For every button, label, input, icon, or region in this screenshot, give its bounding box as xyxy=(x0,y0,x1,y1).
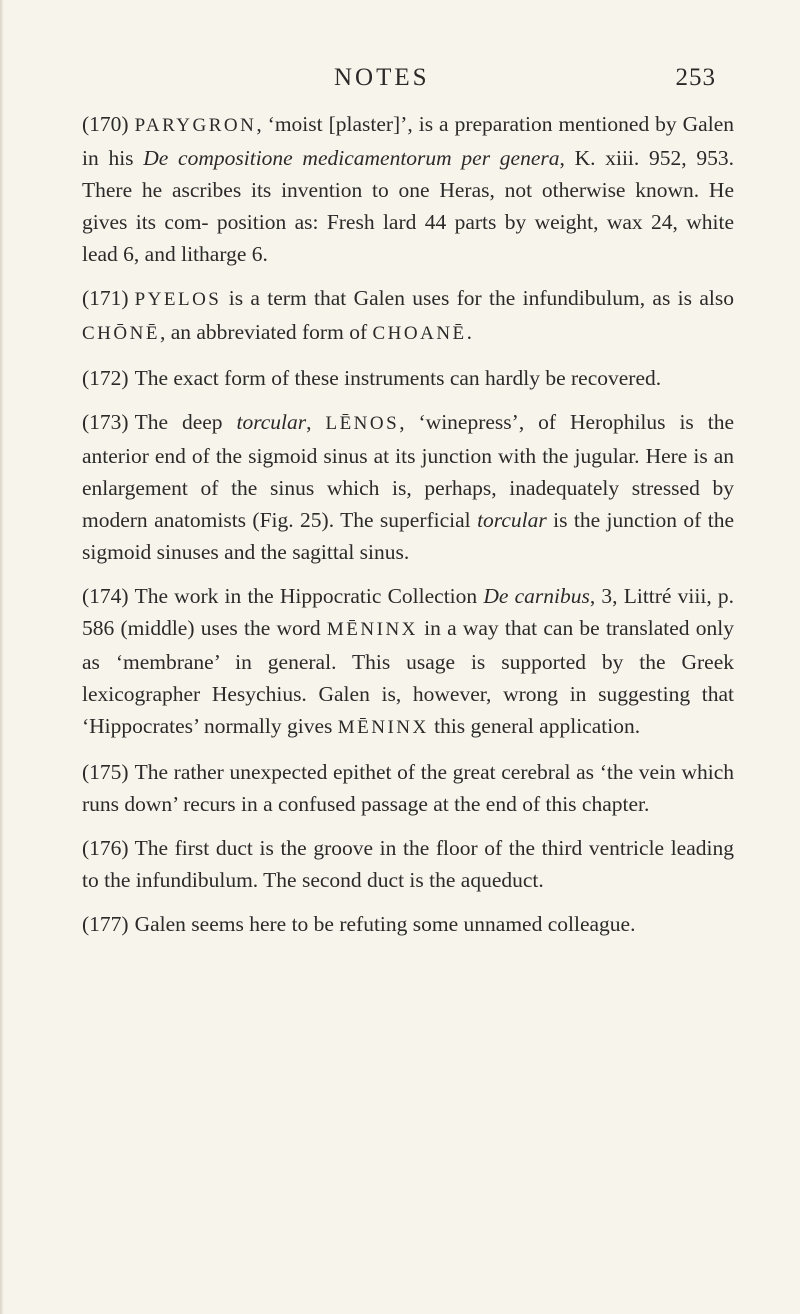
note-text: , an abbreviated form of xyxy=(159,320,373,344)
note-173 xyxy=(82,406,734,568)
notes-list xyxy=(82,108,734,940)
note-text: The work in the Hippocratic Collection xyxy=(134,584,484,608)
note-170 xyxy=(82,108,734,270)
note-176 xyxy=(82,832,734,896)
work-title: De carnibus xyxy=(483,584,590,608)
note-text: The deep xyxy=(134,410,237,434)
note-text: is the junction of the sigmoid sinuses and the sagittal sinus. xyxy=(82,508,734,564)
note-171 xyxy=(82,282,734,350)
note-text: . xyxy=(466,320,473,344)
note-text: is a term that Galen uses for the infundibulum, as is also xyxy=(221,286,734,310)
note-text: this general application. xyxy=(428,714,641,738)
note-text: , 3, Littré viii, p. 586 (middle) uses the word xyxy=(82,584,734,640)
note-174 xyxy=(82,580,734,744)
greek-term: MĒNINX xyxy=(337,717,429,738)
note-text: , K. xiii. 952, 953. There he ascribes its invention to one Heras, not otherwise known. He gives its com‑ position as: Fresh lard 44 parts by weight, wax 24, white lead 6, and litharge 6. xyxy=(82,146,734,266)
note-number: (177) xyxy=(82,912,129,936)
note-number: (176) xyxy=(82,836,129,860)
greek-term: PARYGRON xyxy=(134,115,257,136)
page-header xyxy=(0,64,800,104)
greek-term: MĒNINX xyxy=(326,619,418,640)
note-text: The exact form of these instruments can hardly be recovered. xyxy=(134,366,662,390)
greek-term: CHOANĒ xyxy=(372,323,467,344)
note-172 xyxy=(82,362,734,394)
page-edge xyxy=(0,0,4,1314)
note-number: (171) xyxy=(82,286,129,310)
note-number: (173) xyxy=(82,410,129,434)
note-text: , xyxy=(306,410,326,434)
page-number: 253 xyxy=(675,64,716,91)
work-title: De compositione medicamentorum per genera xyxy=(143,146,560,170)
greek-term: PYELOS xyxy=(134,289,222,310)
note-text: Galen seems here to be refuting some unnamed colleague. xyxy=(134,912,636,936)
note-175 xyxy=(82,756,734,820)
note-text: , ‘winepress’, of Herophilus is the anterior end of the sigmoid sinus at its junction with the jugular. Here is an enlargement of the sinus which is, perhaps, inadequately stressed by modern anatomists (Fig. 25). The superficial xyxy=(82,410,734,532)
note-text: in a way that can be translated only as ‘membrane’ in general. This usage is supported by the Greek lexicographer Hesychius. Galen is, however, wrong in suggesting that ‘Hippocrates’ normally gives xyxy=(82,616,734,738)
note-177 xyxy=(82,908,734,940)
note-number: (174) xyxy=(82,584,129,608)
running-head: NOTES xyxy=(334,64,430,91)
note-text: The first duct is the groove in the floor of the third ventricle leading to the infundibulum. The second duct is the aqueduct. xyxy=(82,836,734,892)
note-number: (172) xyxy=(82,366,129,390)
greek-term: LĒNOS xyxy=(325,413,400,434)
note-text: The rather unexpected epithet of the great cerebral as ‘the vein which runs down’ recurs in a confused passage at the end of this chapter. xyxy=(82,760,734,816)
note-number: (175) xyxy=(82,760,129,784)
latin-term: torcular xyxy=(477,508,547,532)
note-number: (170) xyxy=(82,112,129,136)
note-text: , ‘moist [plaster]’, is a preparation mentioned by Galen in his xyxy=(82,112,734,170)
greek-term: CHŌNĒ xyxy=(82,323,160,344)
latin-term: torcular xyxy=(236,410,307,434)
